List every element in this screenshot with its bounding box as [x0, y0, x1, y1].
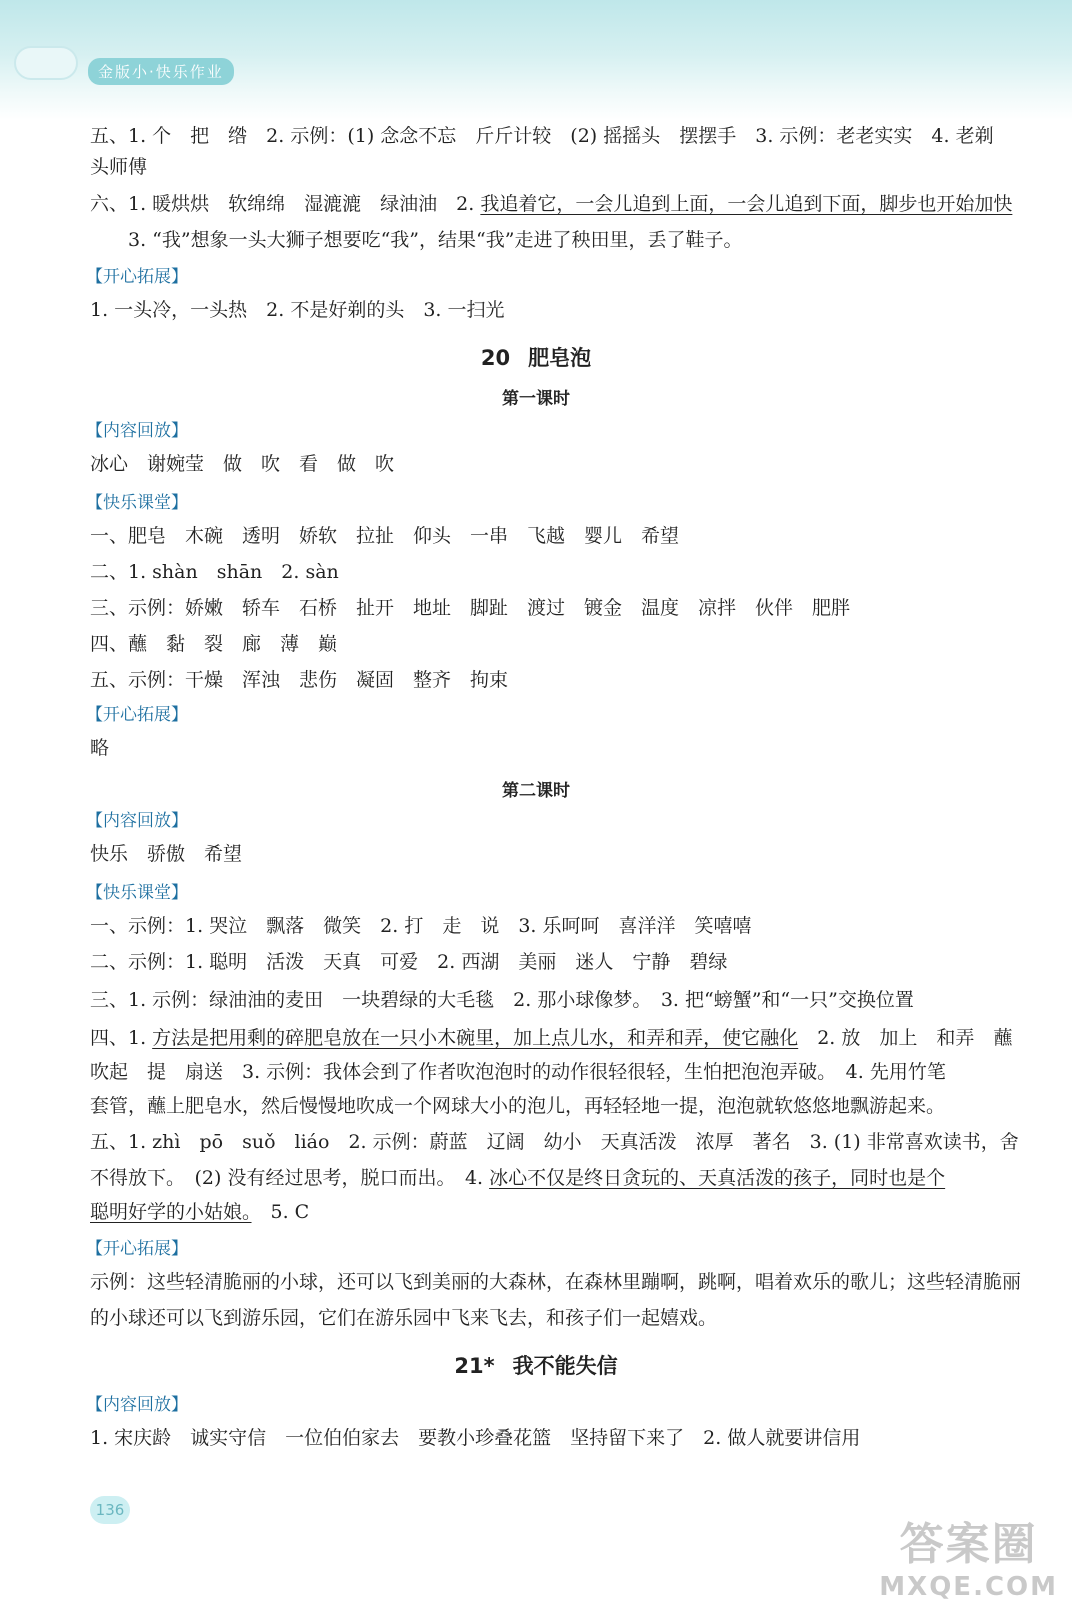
underlined-answer: 我追着它，一会儿追到上面，一会儿追到下面，脚步也开始加快 [480, 193, 1013, 215]
header-band [0, 0, 1072, 120]
answer-line: 三、1. 示例：绿油油的麦田 一块碧绿的大毛毯 2. 那小球像梦。 3. 把“螃蟹”和“一只”交换位置 [90, 989, 914, 1011]
sub-heading-second: 第二课时 [502, 781, 570, 801]
answer-line: 六、1. 暖烘烘 软绵绵 湿漉漉 绿油油 2. 我追着它，一会儿追到上面，一会儿追到下面，脚步也开始加快 [90, 193, 1013, 215]
answer-line: 1. 一头冷，一头热 2. 不是好剃的头 3. 一扫光 [90, 299, 505, 321]
answer-line: 四、蘸 黏 裂 廊 薄 巅 [90, 633, 338, 655]
cloud-icon [14, 46, 78, 80]
answer-line: 不得放下。 (2) 没有经过思考，脱口而出。 4. 冰心不仅是终日贪玩的、天真活泼的孩子，同时也是个 [90, 1167, 946, 1189]
sub-heading-first: 第一课时 [502, 389, 570, 409]
answer-line: 一、示例：1. 哭泣 飘落 微笑 2. 打 走 说 3. 乐呵呵 喜洋洋 笑嘻嘻 [90, 915, 752, 937]
section-label-kaixin: 【开心拓展】 [86, 1239, 188, 1259]
answer-line: 二、示例：1. 聪明 活泼 天真 可爱 2. 西湖 美丽 迷人 宁静 碧绿 [90, 951, 728, 973]
answer-line: 冰心 谢婉莹 做 吹 看 做 吹 [90, 453, 395, 475]
section-label-kuaile: 【快乐课堂】 [86, 493, 188, 513]
underlined-answer: 冰心不仅是终日贪玩的、天真活泼的孩子，同时也是个 [489, 1167, 946, 1189]
section-label-neirong: 【内容回放】 [86, 811, 188, 831]
underlined-answer: 聪明好学的小姑娘。 [90, 1201, 252, 1223]
page-number: 136 [90, 1496, 130, 1524]
answer-line: 1. 宋庆龄 诚实守信 一位伯伯家去 要教小珍叠花篮 坚持留下来了 2. 做人就要讲信用 [90, 1427, 861, 1449]
watermark-logo: 答案圈 MXQE.COM [879, 1519, 1058, 1602]
answer-line: 3. “我”想象一头大狮子想要吃“我”，结果“我”走进了秧田里，丢了鞋子。 [128, 229, 743, 251]
answer-line: 的小球还可以飞到游乐园，它们在游乐园中飞来飞去，和孩子们一起嬉戏。 [90, 1307, 718, 1329]
answer-line: 头师傅 [90, 156, 148, 178]
answer-line: 快乐 骄傲 希望 [90, 843, 243, 865]
section-label-neirong: 【内容回放】 [86, 1395, 188, 1415]
answer-line: 三、示例：娇嫩 轿车 石桥 扯开 地址 脚趾 渡过 镀金 温度 凉拌 伙伴 肥胖 [90, 597, 851, 619]
answer-line: 一、肥皂 木碗 透明 娇软 拉扯 仰头 一串 飞越 婴儿 希望 [90, 525, 680, 547]
answer-line: 略 [90, 737, 110, 759]
lesson-heading-21: 21* 我不能失信 [454, 1354, 618, 1378]
answer-line: 聪明好学的小姑娘。 5. C [90, 1201, 310, 1223]
answer-line: 五、1. zhì pō suǒ liáo 2. 示例：蔚蓝 辽阔 幼小 天真活泼 浓厚 著名 3. (1) 非常喜欢读书，舍 [90, 1131, 1019, 1153]
book-title: 金版小·快乐作业 [88, 58, 234, 85]
section-label-kaixin: 【开心拓展】 [86, 267, 188, 287]
underlined-answer: 方法是把用剩的碎肥皂放在一只小木碗里，加上点儿水，和弄和弄，使它融化 [152, 1027, 799, 1049]
answer-line: 四、1. 方法是把用剩的碎肥皂放在一只小木碗里，加上点儿水，和弄和弄，使它融化 2. 放 加上 和弄 蘸 [90, 1027, 1013, 1049]
answer-line: 五、示例：干燥 浑浊 悲伤 凝固 整齐 拘束 [90, 669, 509, 691]
answer-line: 示例：这些轻清脆丽的小球，还可以飞到美丽的大森林，在森林里蹦啊，跳啊，唱着欢乐的歌儿；这些轻清脆丽 [90, 1271, 1022, 1293]
answer-line: 吹起 提 扇送 3. 示例：我体会到了作者吹泡泡时的动作很轻很轻，生怕把泡泡弄破。 4. 先用竹笔 [90, 1061, 946, 1083]
lesson-heading-20: 20 肥皂泡 [480, 346, 592, 370]
section-label-kuaile: 【快乐课堂】 [86, 883, 188, 903]
answer-line: 二、1. shàn shān 2. sàn [90, 561, 339, 583]
section-label-kaixin: 【开心拓展】 [86, 705, 188, 725]
section-label-neirong: 【内容回放】 [86, 421, 188, 441]
answer-line: 五、1. 个 把 绺 2. 示例：(1) 念念不忘 斤斤计较 (2) 摇摇头 摆摆手 3. 示例：老老实实 4. 老剃 [90, 125, 994, 147]
answer-line: 套管，蘸上肥皂水，然后慢慢地吹成一个网球大小的泡儿，再轻轻地一提，泡泡就软悠悠地飘游起来。 [90, 1095, 946, 1117]
